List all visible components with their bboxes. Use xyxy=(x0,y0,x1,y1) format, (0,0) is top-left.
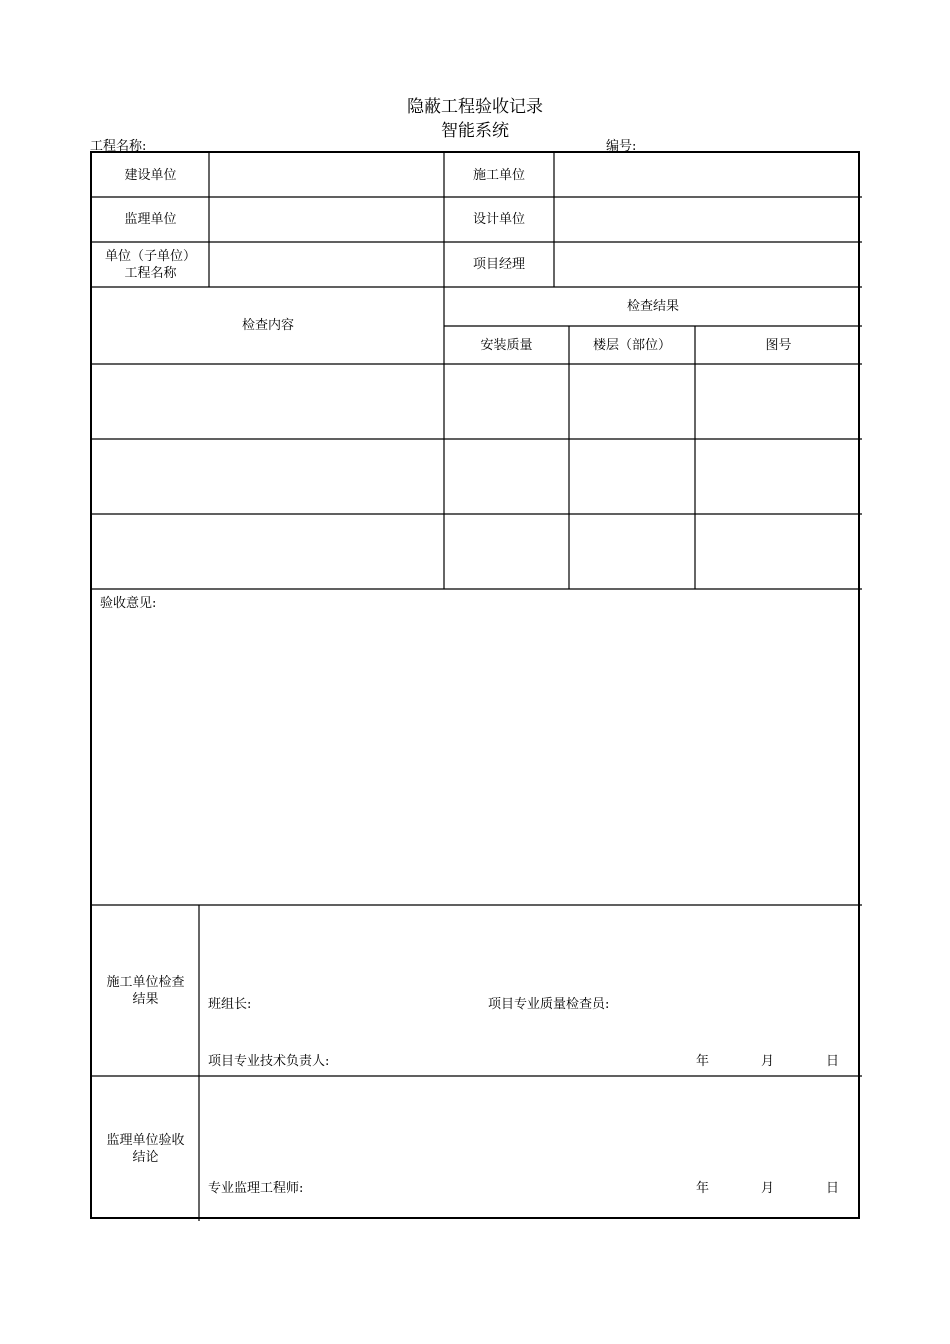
inspection-row-2-quality[interactable] xyxy=(444,439,569,514)
sub-unit-project-field[interactable] xyxy=(209,242,444,287)
supervision-unit-label: 监理单位 xyxy=(124,212,177,227)
column-install-quality: 安装质量 xyxy=(480,337,533,353)
page-title: 隐蔽工程验收记录 xyxy=(407,97,543,117)
supervision-date-month: 月 xyxy=(761,1181,775,1196)
inspection-row-2-floor[interactable] xyxy=(569,439,695,514)
supervising-engineer-label: 专业监理工程师: xyxy=(208,1181,304,1196)
inspection-row-3-content[interactable] xyxy=(92,514,444,589)
team-leader-label: 班组长: xyxy=(208,997,252,1012)
inspection-row-1-quality[interactable] xyxy=(444,364,569,439)
inspection-row-2-drawing[interactable] xyxy=(695,439,862,514)
builder-date-month: 月 xyxy=(761,1054,775,1069)
inspection-row-1-content[interactable] xyxy=(92,364,444,439)
inspection-row-1-drawing[interactable] xyxy=(695,364,862,439)
builder-date-year: 年 xyxy=(696,1054,710,1069)
project-manager-field[interactable] xyxy=(554,242,862,287)
acceptance-form xyxy=(90,151,860,1219)
builder-result-label: 施工单位检查结果 xyxy=(106,974,185,1007)
inspection-row-1-floor[interactable] xyxy=(569,364,695,439)
builder-unit-field[interactable] xyxy=(554,153,862,197)
inspection-content-header: 检查内容 xyxy=(241,318,294,333)
design-unit-label: 设计单位 xyxy=(472,212,525,227)
builder-unit-label: 施工单位 xyxy=(472,167,525,183)
inspection-row-3-drawing[interactable] xyxy=(695,514,862,589)
construction-unit-label: 建设单位 xyxy=(124,167,177,183)
inspection-row-3-quality[interactable] xyxy=(444,514,569,589)
inspection-row-3-floor[interactable] xyxy=(569,514,695,589)
supervision-result-label: 监理单位验收结论 xyxy=(106,1132,185,1165)
project-name-label: 工程名称: xyxy=(90,139,147,154)
page-subtitle: 智能系统 xyxy=(441,121,509,141)
column-floor-location: 楼层（部位） xyxy=(592,337,671,353)
inspection-row-2-content[interactable] xyxy=(92,439,444,514)
design-unit-field[interactable] xyxy=(554,197,862,242)
inspection-result-header: 检查结果 xyxy=(626,299,679,314)
quality-inspector-label: 项目专业质量检查员: xyxy=(488,997,610,1012)
column-drawing-number: 图号 xyxy=(765,337,792,353)
acceptance-opinion-label: 验收意见: xyxy=(100,596,157,611)
supervision-unit-field[interactable] xyxy=(209,197,444,242)
number-label: 编号: xyxy=(606,139,637,154)
project-manager-label: 项目经理 xyxy=(472,257,525,272)
tech-lead-label: 项目专业技术负责人: xyxy=(208,1054,330,1069)
sub-unit-project-label: 单位（子单位）工程名称 xyxy=(104,248,196,281)
supervision-date-day: 日 xyxy=(826,1181,840,1196)
supervision-date-year: 年 xyxy=(696,1181,710,1196)
builder-date-day: 日 xyxy=(826,1054,840,1069)
construction-unit-field[interactable] xyxy=(209,153,444,197)
